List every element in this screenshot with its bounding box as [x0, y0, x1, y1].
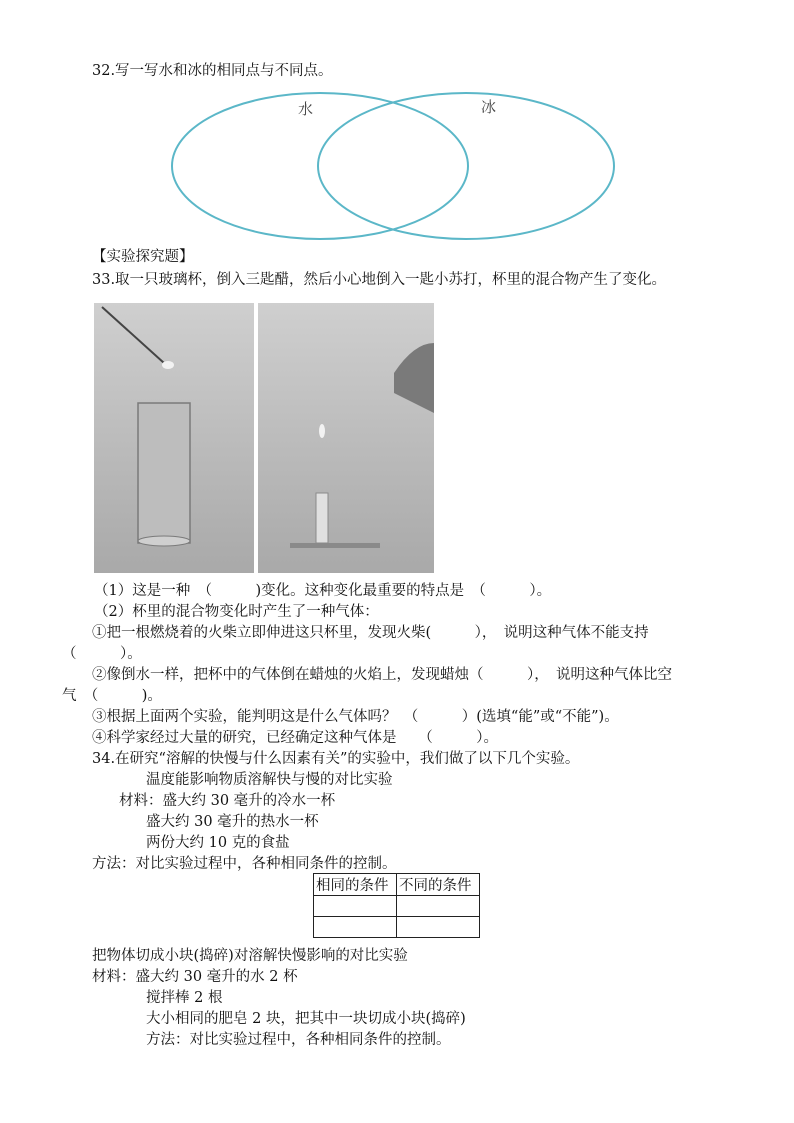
q33-part1: （1）这是一种 （ )变化。这种变化最重要的特点是 （ ）。	[94, 583, 552, 599]
photo-right	[258, 303, 434, 573]
q32-title: 32.写一写水和冰的相同点与不同点。	[92, 63, 333, 79]
experiment-photos	[94, 303, 434, 573]
venn-diagram	[168, 88, 620, 244]
exp2-method: 方法：对比实验过程中，各种相同条件的控制。	[146, 1032, 451, 1048]
exp2-material-1: 材料：盛大约 30 毫升的水 2 杯	[92, 969, 298, 985]
table-row	[314, 896, 480, 917]
exp1-method: 方法：对比实验过程中，各种相同条件的控制。	[92, 856, 397, 872]
header-same: 相同的条件	[314, 874, 397, 896]
candle	[316, 493, 328, 543]
q33-step1-cont: （ ）。	[62, 646, 142, 662]
q34-intro: 34.在研究“溶解的快慢与什么因素有关”的实验中，我们做了以下几个实验。	[92, 751, 580, 767]
glass-cup-base	[138, 536, 190, 546]
exp1-material-1: 材料：盛大约 30 毫升的冷水一杯	[119, 793, 336, 809]
section-title: 【实验探究题】	[92, 249, 194, 265]
q33-step2: ②像倒水一样，把杯中的气体倒在蜡烛的火焰上，发现蜡烛（ ）， 说明这种气体比空	[92, 667, 672, 683]
water-label: 水	[298, 100, 314, 118]
q33-part2: （2）杯里的混合物变化时产生了一种气体：	[94, 604, 379, 620]
table-cell[interactable]	[314, 917, 397, 938]
exp1-title: 温度能影响物质溶解快与慢的对比实验	[146, 772, 393, 788]
q33-intro: 33.取一只玻璃杯，倒入三匙醋，然后小心地倒入一匙小苏打，杯里的混合物产生了变化。	[92, 272, 667, 288]
match-flame-left	[162, 361, 174, 369]
candle-flame	[319, 424, 325, 438]
glass-cup	[138, 403, 190, 543]
ice-circle	[318, 93, 614, 239]
q33-step3: ③根据上面两个实验，能判明这是什么气体吗？ （ ）(选填“能”或“不能”)。	[92, 709, 619, 725]
table-header-row	[314, 874, 480, 896]
q33-step2-cont: 气 （ )。	[62, 688, 162, 704]
ice-label: 冰	[481, 98, 497, 116]
exp1-material-2: 盛大约 30 毫升的热水一杯	[146, 814, 319, 830]
exp2-title: 把物体切成小块(捣碎)对溶解快慢影响的对比实验	[92, 948, 408, 964]
table-cell[interactable]	[314, 896, 397, 917]
water-circle	[172, 93, 468, 239]
header-different: 不同的条件	[397, 874, 480, 896]
exp2-material-2: 搅拌棒 2 根	[146, 990, 223, 1006]
q33-step1: ①把一根燃烧着的火柴立即伸进这只杯里，发现火柴( ）， 说明这种气体不能支持	[92, 625, 649, 641]
condition-table	[313, 873, 480, 938]
table-row	[314, 917, 480, 938]
table-cell[interactable]	[397, 917, 480, 938]
exp1-material-3: 两份大约 10 克的食盐	[146, 835, 290, 851]
candle-stand	[290, 543, 380, 548]
q33-step4: ④科学家经过大量的研究，已经确定这种气体是 （ ）。	[92, 730, 498, 746]
exp2-material-3: 大小相同的肥皂 2 块，把其中一块切成小块(捣碎)	[146, 1011, 466, 1027]
table-cell[interactable]	[397, 896, 480, 917]
